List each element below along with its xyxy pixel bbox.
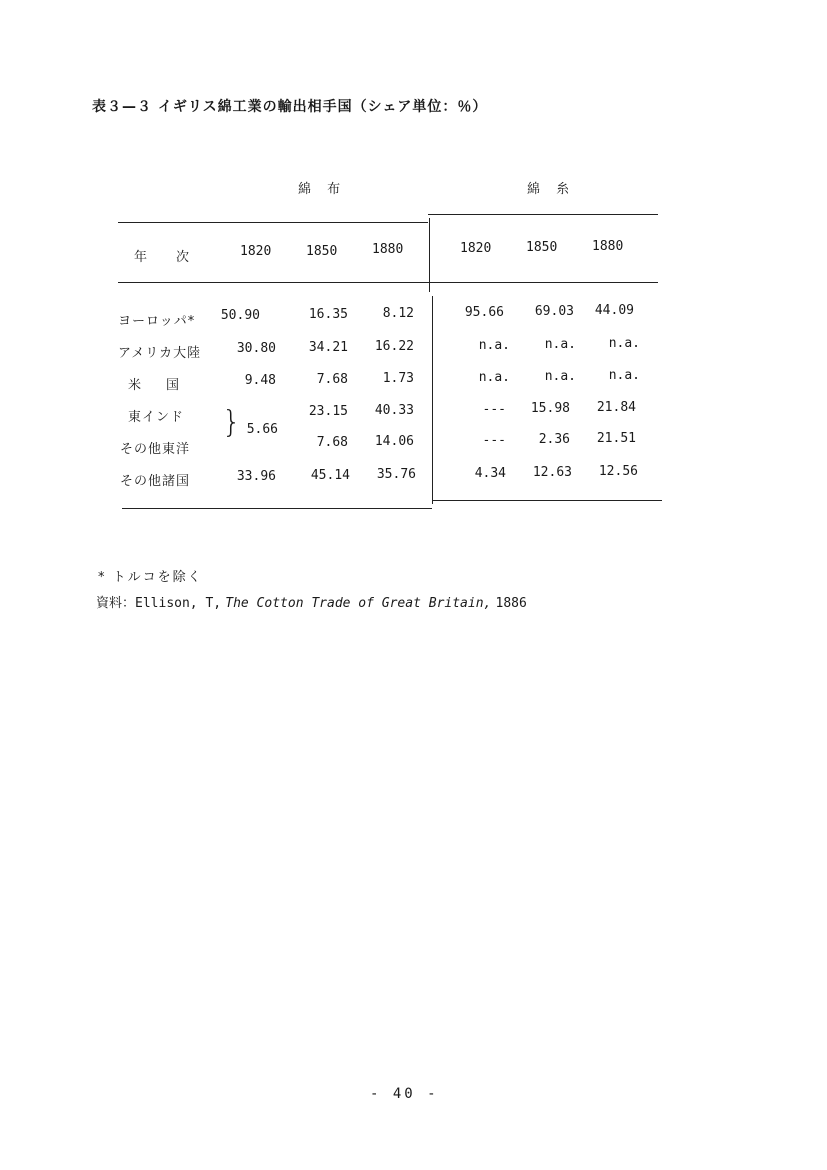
header-rule <box>118 282 658 283</box>
table-cell: 21.84 <box>596 400 636 415</box>
bottom-rule-left <box>122 508 432 509</box>
col-year: 1820 <box>240 244 272 259</box>
table-cell: 2.36 <box>538 432 570 447</box>
row-label: その他諸国 <box>120 474 191 489</box>
table-cell: --- <box>482 402 506 417</box>
table-cell: 4.34 <box>474 466 506 481</box>
table-cell: 50.90 <box>220 308 260 323</box>
table-cell: --- <box>482 433 506 448</box>
table-cell: 16.35 <box>308 307 348 322</box>
page-number: - 40 - <box>370 1086 439 1102</box>
row-label: 米 国 <box>128 378 186 393</box>
table-cell: 45.14 <box>310 468 350 483</box>
divider-lower <box>432 296 433 504</box>
table-cell: n.a. <box>478 370 510 385</box>
table-cell: 95.66 <box>464 305 504 320</box>
table-cell: n.a. <box>608 368 640 383</box>
divider-upper <box>429 218 430 292</box>
table-cell: 33.96 <box>236 469 276 484</box>
table-title: 表３—３ イギリス綿工業の輸出相手国（シェア単位：％） <box>92 99 488 115</box>
row-label: アメリカ大陸 <box>118 346 202 361</box>
group-header-cotton-cloth: 綿 布 <box>298 182 347 197</box>
merged-cell: 5.66 <box>246 422 278 437</box>
col-year: 1850 <box>526 240 558 255</box>
table-cell: 30.80 <box>236 341 276 356</box>
source-author: Ellison, T, <box>135 596 222 611</box>
table-cell: 21.51 <box>596 431 636 446</box>
col-year: 1850 <box>306 244 338 259</box>
table-cell: 23.15 <box>308 404 348 419</box>
table-cell: 44.09 <box>594 303 634 318</box>
table-cell: 40.33 <box>374 403 414 418</box>
table-cell: 69.03 <box>534 304 574 319</box>
col-year: 1880 <box>372 242 404 257</box>
table-cell: 9.48 <box>244 373 276 388</box>
row-label: その他東洋 <box>120 442 191 457</box>
row-label: 東インド <box>128 410 185 425</box>
table-cell: 7.68 <box>316 372 348 387</box>
source-citation <box>96 592 527 611</box>
source-prefix: 資料： <box>96 596 136 611</box>
group-header-cotton-yarn: 綿 糸 <box>527 182 576 197</box>
table-cell: 1.73 <box>382 371 414 386</box>
table-cell: 35.76 <box>376 467 416 482</box>
top-rule-left <box>118 222 428 223</box>
table-cell: 12.63 <box>532 465 572 480</box>
source-year: 1886 <box>495 596 527 611</box>
table-cell: 34.21 <box>308 340 348 355</box>
table-cell: n.a. <box>544 369 576 384</box>
top-rule-right <box>428 214 658 215</box>
col-year: 1880 <box>592 239 624 254</box>
brace-icon: } <box>222 405 242 440</box>
table-cell: 15.98 <box>530 401 570 416</box>
row-header-year: 年 次 <box>134 250 198 265</box>
row-label: ヨーロッパ* <box>118 314 196 329</box>
table-cell: n.a. <box>608 336 640 351</box>
footnote: * トルコを除く <box>98 570 203 585</box>
col-year: 1820 <box>460 241 492 256</box>
table-cell: 14.06 <box>374 434 414 449</box>
table-cell: n.a. <box>544 337 576 352</box>
table-cell: 7.68 <box>316 435 348 450</box>
table-cell: 16.22 <box>374 339 414 354</box>
table-cell: n.a. <box>478 338 510 353</box>
source-book-title: The Cotton Trade of Great Britain, <box>225 596 492 611</box>
bottom-rule-right <box>432 500 662 501</box>
table-cell: 8.12 <box>382 306 414 321</box>
table-cell: 12.56 <box>598 464 638 479</box>
